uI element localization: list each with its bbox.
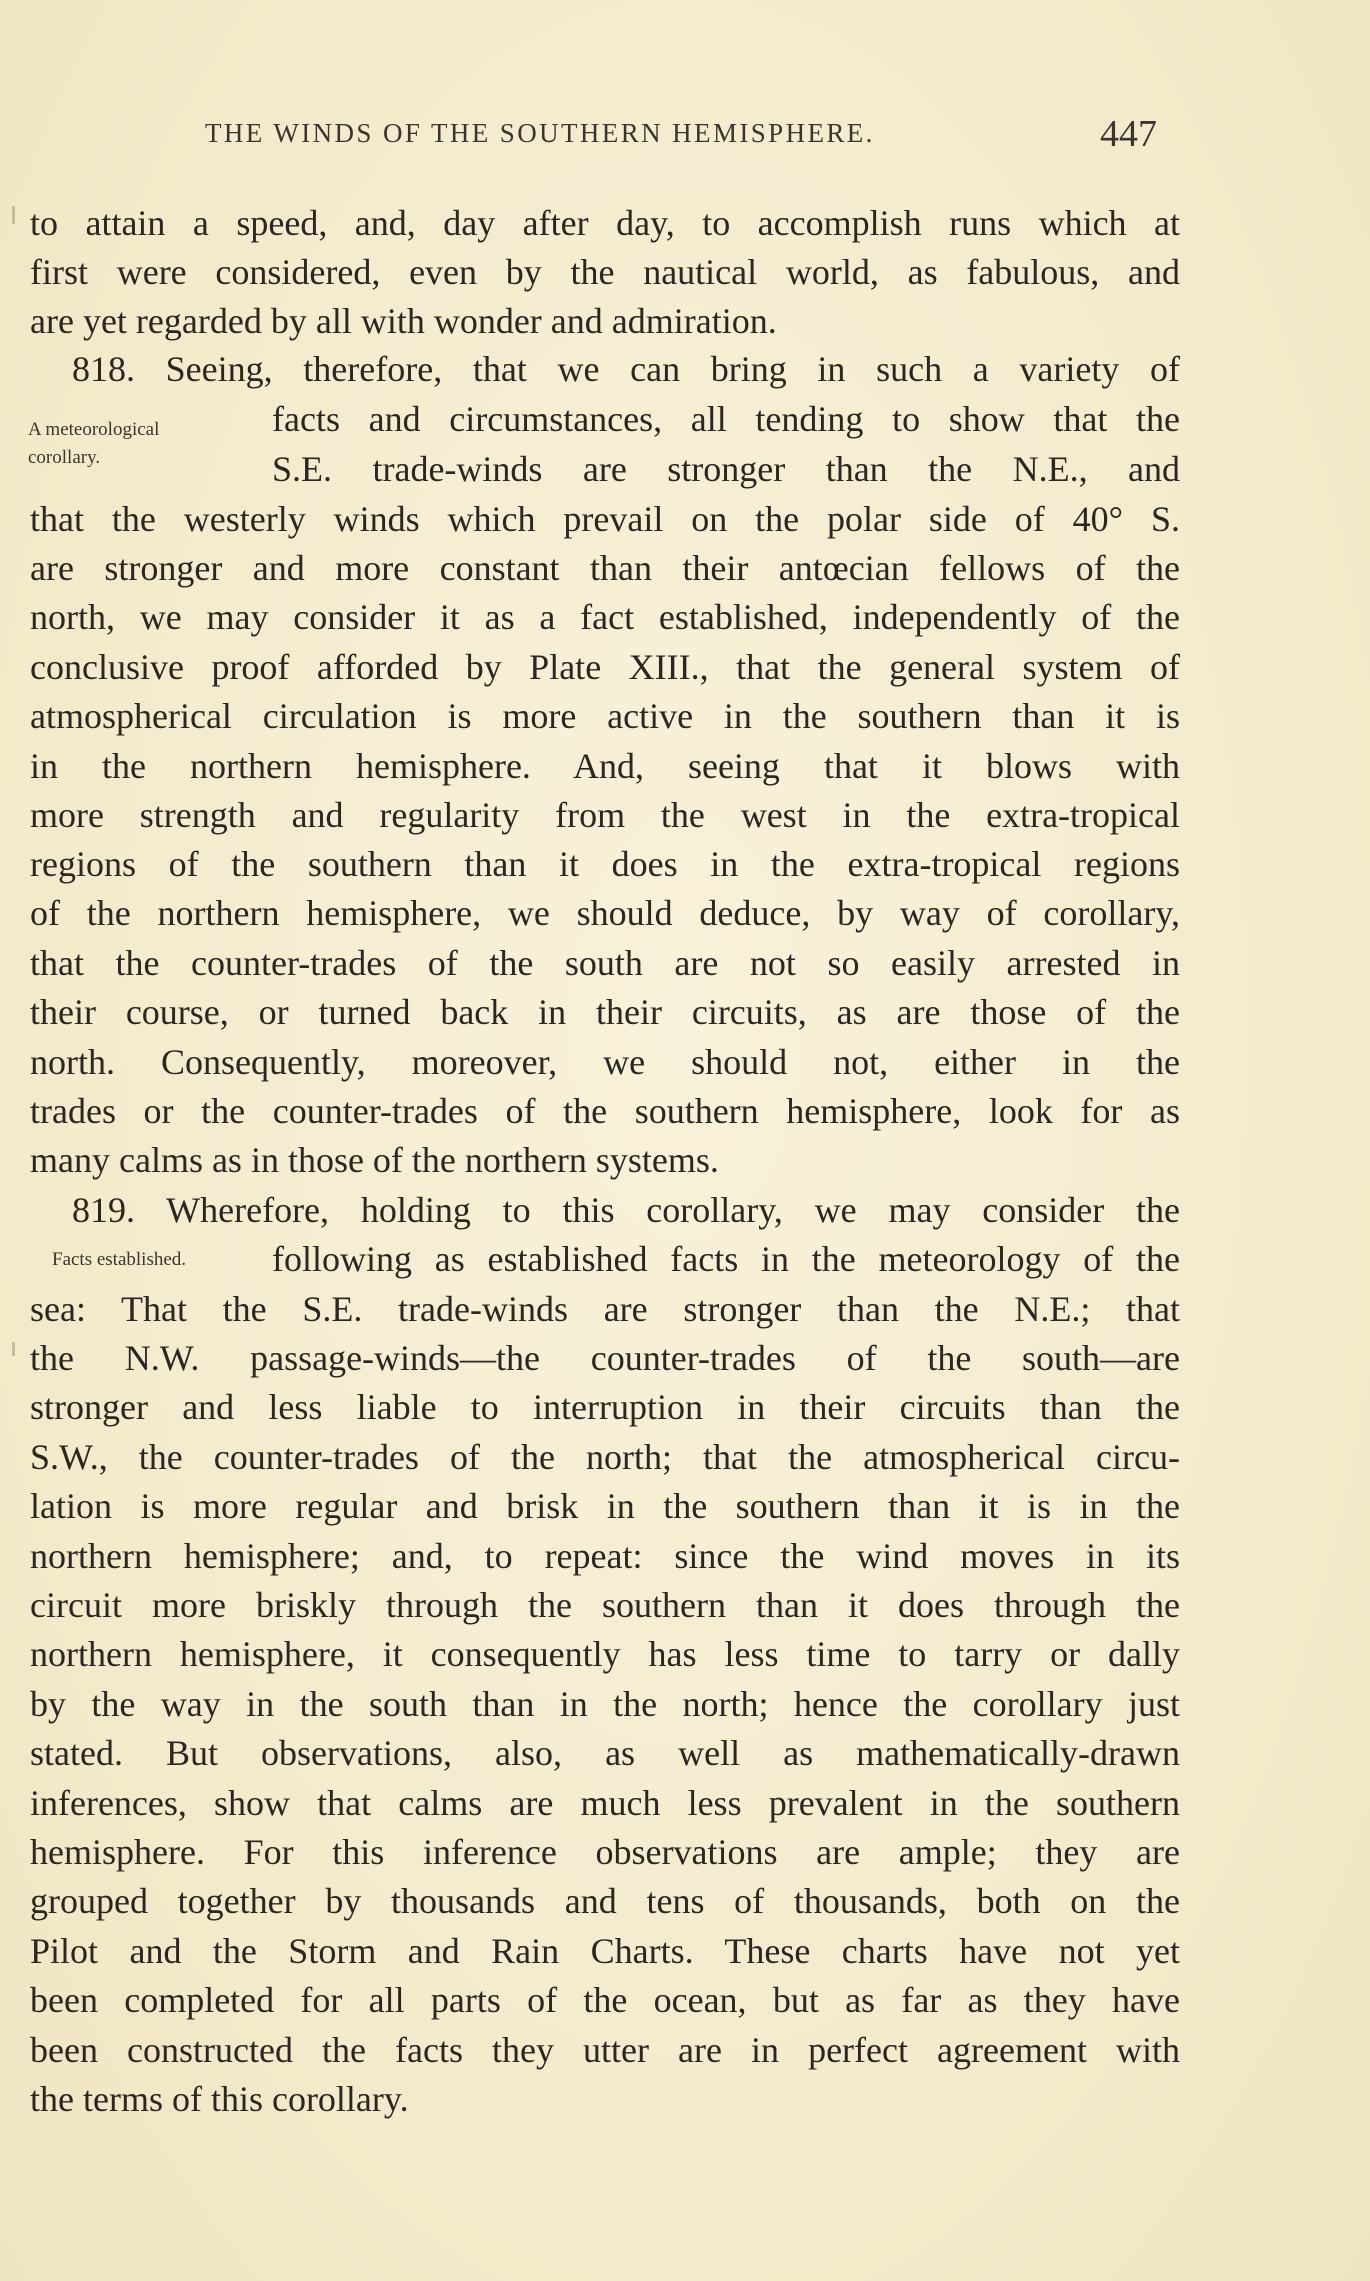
text-line: been completed for all parts of the ocean, but as far as they have — [30, 1980, 1180, 2020]
sidenote-facts-established — [52, 1246, 186, 1274]
text-line: following as established facts in the meteorology of the — [272, 1239, 1180, 1279]
text-line: regions of the southern than it does in the extra-tropical regions — [30, 844, 1180, 884]
text-line: their course, or turned back in their circuits, as are those of the — [30, 992, 1180, 1032]
text-line: northern hemisphere, it consequently has less time to tarry or dally — [30, 1634, 1180, 1674]
text-line: S.W., the counter-trades of the north; that the atmospherical circu- — [30, 1437, 1180, 1477]
text-line: first were considered, even by the nautical world, as fabulous, and — [30, 252, 1180, 292]
text-line: the terms of this corollary. — [30, 2079, 409, 2119]
text-line: Pilot and the Storm and Rain Charts. These charts have not yet — [30, 1931, 1180, 1971]
text-line: the N.W. passage-winds—the counter-trades of the south—are — [30, 1338, 1180, 1378]
text-line: sea: That the S.E. trade-winds are stronger than the N.E.; that — [30, 1289, 1180, 1329]
text-line: facts and circumstances, all tending to show that the — [272, 399, 1180, 439]
page-header — [0, 112, 1370, 162]
page-number: 447 — [1100, 113, 1157, 155]
text-line: are stronger and more constant than their antœcian fellows of the — [30, 548, 1180, 588]
text-line: lation is more regular and brisk in the southern than it is in the — [30, 1486, 1180, 1526]
text-line: northern hemisphere; and, to repeat: since the wind moves in its — [30, 1536, 1180, 1576]
text-line: in the northern hemisphere. And, seeing that it blows with — [30, 746, 1180, 786]
text-line: circuit more briskly through the southern than it does through the — [30, 1585, 1180, 1625]
text-line: are yet regarded by all with wonder and admiration. — [30, 301, 777, 341]
text-line: that the counter-trades of the south are not so easily arrested in — [30, 943, 1180, 983]
text-line: 819. Wherefore, holding to this corollary, we may consider the — [72, 1190, 1180, 1230]
text-line: grouped together by thousands and tens of thousands, both on the — [30, 1881, 1180, 1921]
text-line: stronger and less liable to interruption in their circuits than the — [30, 1387, 1180, 1427]
text-line: 818. Seeing, therefore, that we can bring in such a variety of — [72, 349, 1180, 389]
text-line: trades or the counter-trades of the southern hemisphere, look for as — [30, 1091, 1180, 1131]
text-line: S.E. trade-winds are stronger than the N.E., and — [272, 449, 1180, 489]
text-line: to attain a speed, and, day after day, to accomplish runs which at — [30, 203, 1180, 243]
text-line: north, we may consider it as a fact established, independently of the — [30, 597, 1180, 637]
sidenote-line: Facts established. — [52, 1249, 187, 1270]
text-line: by the way in the south than in the north; hence the corollary just — [30, 1684, 1180, 1724]
text-line: conclusive proof afforded by Plate XIII., that the general system of — [30, 647, 1180, 687]
margin-mark — [12, 206, 15, 224]
sidenote-line: corollary. — [28, 447, 101, 468]
text-line: more strength and regularity from the west in the extra-tropical — [30, 795, 1180, 835]
running-head: THE WINDS OF THE SOUTHERN HEMISPHERE. — [205, 118, 875, 148]
margin-mark — [12, 1342, 15, 1356]
text-line: many calms as in those of the northern systems. — [30, 1140, 719, 1180]
text-line: been constructed the facts they utter are in perfect agreement with — [30, 2030, 1180, 2070]
sidenote-meteorological-corollary — [28, 416, 159, 472]
text-line: of the northern hemisphere, we should deduce, by way of corollary, — [30, 893, 1180, 933]
text-line: that the westerly winds which prevail on the polar side of 40° S. — [30, 499, 1180, 539]
text-line: north. Consequently, moreover, we should not, either in the — [30, 1042, 1180, 1082]
text-line: inferences, show that calms are much less prevalent in the southern — [30, 1783, 1180, 1823]
sidenote-line: A meteorological — [28, 419, 160, 440]
text-line: atmospherical circulation is more active in the southern than it is — [30, 696, 1180, 736]
text-line: stated. But observations, also, as well as mathematically-drawn — [30, 1733, 1180, 1773]
text-line: hemisphere. For this inference observations are ample; they are — [30, 1832, 1180, 1872]
